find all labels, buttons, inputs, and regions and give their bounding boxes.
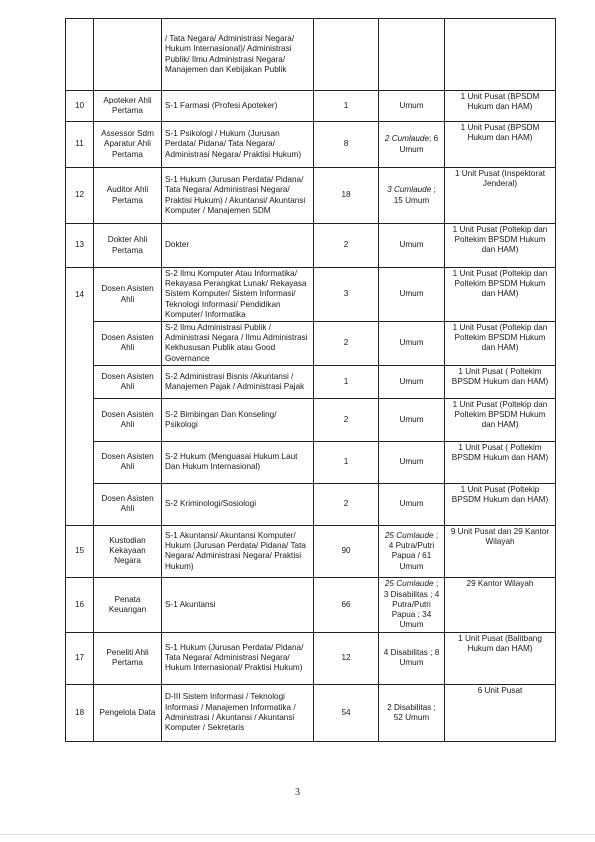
qualification: S-1 Hukum (Jurusan Perdata/ Pidana/ Tata Negara/ Administrasi Negara/ Praktisi Hukum) / Akuntansi/ Akuntansi Komputer / Manajemen SDM [162, 168, 314, 224]
position-name: Apoteker Ahli Pertama [94, 91, 162, 122]
description-rest: ; 4 Putra/Putri Papua / 61 Umum [388, 530, 439, 571]
cumlaude-count: 25 Cumlaude [384, 579, 434, 589]
table-row [66, 224, 556, 268]
position-name: Auditor Ahli Pertama [94, 168, 162, 224]
position-name: Peneliti Ahli Pertama [94, 632, 162, 684]
row-number: 10 [66, 91, 94, 122]
placement-unit: 1 Unit Pusat (Inspektorat Jenderal) [445, 168, 556, 224]
placement-unit: 6 Unit Pusat [445, 684, 556, 741]
table-row [66, 398, 556, 441]
quota: 12 [314, 632, 379, 684]
page-number: 3 [295, 787, 300, 798]
quota: 1 [314, 91, 379, 122]
row-number: 15 [66, 525, 94, 577]
qualification: D-III Sistem Informasi / Teknologi Informasi / Manajemen Informatika / Administrasi / Akuntansi / Akuntansi Komputer / Sekretaris [162, 684, 314, 741]
position-name: Dosen Asisten Ahli [94, 322, 162, 366]
description: Umum [379, 224, 445, 268]
row-number [66, 398, 94, 441]
description [379, 525, 445, 577]
description: 4 Disabilitas ; 8 Umum [379, 632, 445, 684]
description [379, 19, 445, 91]
quota: 1 [314, 441, 379, 483]
quota: 18 [314, 168, 379, 224]
quota: 3 [314, 268, 379, 322]
qualification: S-1 Farmasi (Profesi Apoteker) [162, 91, 314, 122]
position-name: Dosen Asisten Ahli [94, 483, 162, 525]
description-rest: ; 15 Umum [393, 185, 436, 205]
qualification: S-1 Hukum (Jurusan Perdata/ Pidana/ Tata Negara/ Administrasi Negara/ Hukum Internasional/ Praktisi Hukum) [162, 632, 314, 684]
placement-unit: 1 Unit Pusat (Poltekip dan Poltekim BPSDM Hukum dan HAM) [445, 268, 556, 322]
table-row [66, 441, 556, 483]
table-row [66, 525, 556, 577]
table-row [66, 577, 556, 632]
cumlaude-count: 2 Cumlaude [384, 134, 430, 144]
qualification: S-2 Kriminologi/Sosiologi [162, 483, 314, 525]
position-name: Pengelola Data [94, 684, 162, 741]
position-name: Dokter Ahli Pertama [94, 224, 162, 268]
placement-unit: 1 Unit Pusat (BPSDM Hukum dan HAM) [445, 122, 556, 168]
qualification: S-2 Hukum (Menguasai Hukum Laut Dan Hukum Internasional) [162, 441, 314, 483]
description-rest: ; 3 Disabilitas ; 4 Putra/Putri Papua ; 34 Umum [383, 579, 440, 630]
placement-unit: 1 Unit Pusat (Poltekip BPSDM Hukum dan HAM) [445, 483, 556, 525]
cumlaude-count: 3 Cumlaude [387, 185, 432, 195]
position-name: Dosen Asisten Ahli [94, 365, 162, 398]
position-name: Dosen Asisten Ahli [94, 441, 162, 483]
table-row [66, 322, 556, 366]
row-number: 11 [66, 122, 94, 168]
placement-unit: 9 Unit Pusat dan 29 Kantor Wilayah [445, 525, 556, 577]
position-name: Kustodian Kekayaan Negara [94, 525, 162, 577]
quota: 1 [314, 365, 379, 398]
quota: 90 [314, 525, 379, 577]
table-row [66, 91, 556, 122]
qualification: Dokter [162, 224, 314, 268]
description: Umum [379, 365, 445, 398]
description [379, 168, 445, 224]
quota: 54 [314, 684, 379, 741]
position-name [94, 19, 162, 91]
table-row [66, 365, 556, 398]
table-row [66, 19, 556, 91]
description: 2 Disabilitas ; 52 Umum [379, 684, 445, 741]
qualification: S-2 Ilmu Administrasi Publik / Administrasi Negara / Ilmu Administrasi Kekhususan Publik atau Good Governance [162, 322, 314, 366]
description: Umum [379, 398, 445, 441]
qualification: S-2 Ilmu Komputer Atau Informatika/ Rekayasa Perangkat Lunak/ Rekayasa Sistem Komputer/ Sistem Informasi/ Teknologi Informasi/ Pendidikan Komputer/ Informatika [162, 268, 314, 322]
qualification: S-2 Administrasi Bisnis /Akuntansi / Manajemen Pajak / Administrasi Pajak [162, 365, 314, 398]
quota: 2 [314, 483, 379, 525]
table-row [66, 632, 556, 684]
quota [314, 19, 379, 91]
placement-unit: 1 Unit Pusat (Balitbang Hukum dan HAM) [445, 632, 556, 684]
placement-unit [445, 19, 556, 91]
description: Umum [379, 268, 445, 322]
description [379, 577, 445, 632]
page-edge-line [0, 834, 595, 835]
quota: 2 [314, 224, 379, 268]
table-row [66, 168, 556, 224]
placement-unit: 1 Unit Pusat ( Poltekim BPSDM Hukum dan HAM) [445, 441, 556, 483]
qualification: S-1 Psikologi / Hukum (Jurusan Perdata/ Pidana/ Tata Negara/ Administrasi Negara/ Praktisi Hukum) [162, 122, 314, 168]
placement-unit: 1 Unit Pusat (BPSDM Hukum dan HAM) [445, 91, 556, 122]
row-number [66, 483, 94, 525]
table-row [66, 268, 556, 322]
position-name: Dosen Asisten Ahli [94, 268, 162, 322]
quota: 66 [314, 577, 379, 632]
position-name: Assessor Sdm Aparatur Ahli Pertama [94, 122, 162, 168]
row-number [66, 441, 94, 483]
qualification: / Tata Negara/ Administrasi Negara/ Hukum Internasional)/ Administrasi Publik/ Ilmu Administrasi Negara/ Manajemen dan Kebijakan Publik [162, 19, 314, 91]
description: Umum [379, 441, 445, 483]
placement-unit: 1 Unit Pusat (Poltekip dan Poltekim BPSDM Hukum dan HAM) [445, 224, 556, 268]
cumlaude-count: 25 Cumlaude [384, 530, 434, 540]
row-number [66, 322, 94, 366]
formation-table [65, 18, 556, 742]
placement-unit: 1 Unit Pusat ( Poltekim BPSDM Hukum dan HAM) [445, 365, 556, 398]
row-number: 17 [66, 632, 94, 684]
row-number: 12 [66, 168, 94, 224]
row-number: 13 [66, 224, 94, 268]
row-number [66, 365, 94, 398]
row-number: 16 [66, 577, 94, 632]
quota: 2 [314, 398, 379, 441]
row-number: 14 [66, 268, 94, 322]
table-row [66, 122, 556, 168]
quota: 2 [314, 322, 379, 366]
table-row [66, 684, 556, 741]
placement-unit: 1 Unit Pusat (Poltekip dan Poltekim BPSDM Hukum dan HAM) [445, 322, 556, 366]
qualification: S-1 Akuntansi [162, 577, 314, 632]
description: Umum [379, 91, 445, 122]
position-name: Penata Keuangan [94, 577, 162, 632]
row-number: 18 [66, 684, 94, 741]
description [379, 122, 445, 168]
row-number [66, 19, 94, 91]
qualification: S-1 Akuntansi/ Akuntansi Komputer/ Hukum (Jurusan Perdata/ Pidana/ Tata Negara/ Administrasi Negara/ Praktisi Hukum) [162, 525, 314, 577]
description: Umum [379, 322, 445, 366]
placement-unit: 29 Kantor Wilayah [445, 577, 556, 632]
qualification: S-2 Bimbingan Dan Konseling/ Psikologi [162, 398, 314, 441]
quota: 8 [314, 122, 379, 168]
description-rest: ; 6 Umum [399, 134, 439, 154]
description: Umum [379, 483, 445, 525]
placement-unit: 1 Unit Pusat (Poltekip dan Poltekim BPSDM Hukum dan HAM) [445, 398, 556, 441]
table-row [66, 483, 556, 525]
position-name: Dosen Asisten Ahli [94, 398, 162, 441]
